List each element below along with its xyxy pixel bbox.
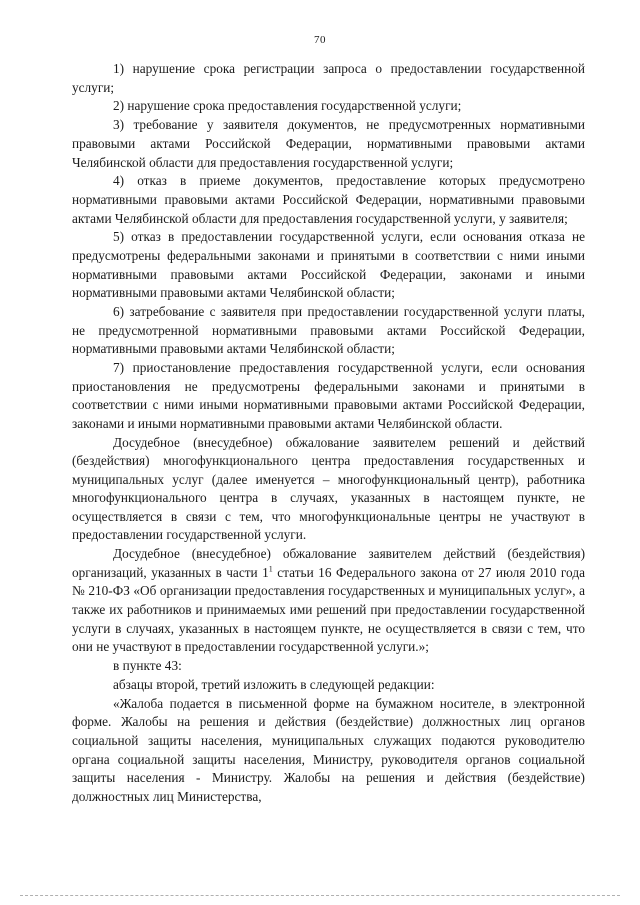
paragraph-item-4: 4) отказ в приеме документов, предоставление которых предусмотрено нормативными правовыми актами Российской Федерации, нормативными правовыми актами Челябинской области для предоставления государственной услуги, у заявителя; [72,173,585,226]
document-body [72,60,585,807]
paragraph-point-43: в пункте 43: [113,658,182,674]
superscript-marker: 1 [268,564,273,574]
paragraph-mfc-appeal: Досудебное (внесудебное) обжалование заявителем решений и действий (бездействия) многофункционального центра предоставления государственных и муниципальных услуг (далее именуется – многофункциональный центр), работника многофункционального центра в случаях, указанных в настоящем пункте, не осуществляется в связи с тем, что многофункциональные центры не участвуют в предоставлении государственной услуги. [72,434,585,543]
text-before-superscript: Досудебное (внесудебное) обжалование заявителем действий (бездействия) организаций, указанных в части 1 [72,546,585,580]
text-after-superscript: статьи 16 Федерального закона от 27 июля 2010 года № 210-ФЗ «Об организации предоставления государственных и муниципальных услуг», а также их работников и принимаемых ими решений при предоставлении государственной услуги в случаях, указанных в настоящем пункте, не осуществляется в связи с тем, что они не участвуют в предоставлении государственной услуги.»; [72,564,585,655]
paragraph-item-1: 1) нарушение срока регистрации запроса о предоставлении государственной услуги; [72,61,585,95]
paragraph-item-7: 7) приостановление предоставления государственной услуги, если основания приостановления не предусмотрены федеральными законами и принятыми в соответствии с ними иными нормативными правовыми актами Российской Федерации, законами и иными нормативными правовыми актами Челябинской области. [72,360,585,431]
paragraph-item-3: 3) требование у заявителя документов, не предусмотренных нормативными правовыми актами Российской Федерации, нормативными правовыми актами Челябинской области для предоставления государственной услуги; [72,117,585,170]
paragraph-item-6: 6) затребование с заявителя при предоставлении государственной услуги платы, не предусмотренной нормативными правовыми актами Российской Федерации, нормативными правовыми актами Челябинской области; [72,304,585,357]
paragraph-organizations-appeal [72,545,585,656]
paragraph-complaint-form: «Жалоба подается в письменной форме на бумажном носителе, в электронной форме. Жалобы на решения и действия (бездействие) должностных лиц органов социальной защиты населения, муниципальных служащих подаются руководителю органа социальной защиты населения, Министру, руководителя органов социальной защиты населения - Министру. Жалобы на решения и действия (бездействие) должностных лиц Министерства, [72,695,585,804]
paragraph-item-5: 5) отказ в предоставлении государственной услуги, если основания отказа не предусмотрены федеральными законами и принятыми в соответствии с ними иными нормативными правовыми актами Российской Федерации, законами и иными нормативными правовыми актами Челябинской области; [72,229,585,301]
page-number: 70 [314,34,326,46]
paragraph-item-2: 2) нарушение срока предоставления государственной услуги; [113,98,462,114]
bottom-scan-line [20,895,620,896]
paragraph-new-edition: абзацы второй, третий изложить в следующей редакции: [113,676,435,692]
